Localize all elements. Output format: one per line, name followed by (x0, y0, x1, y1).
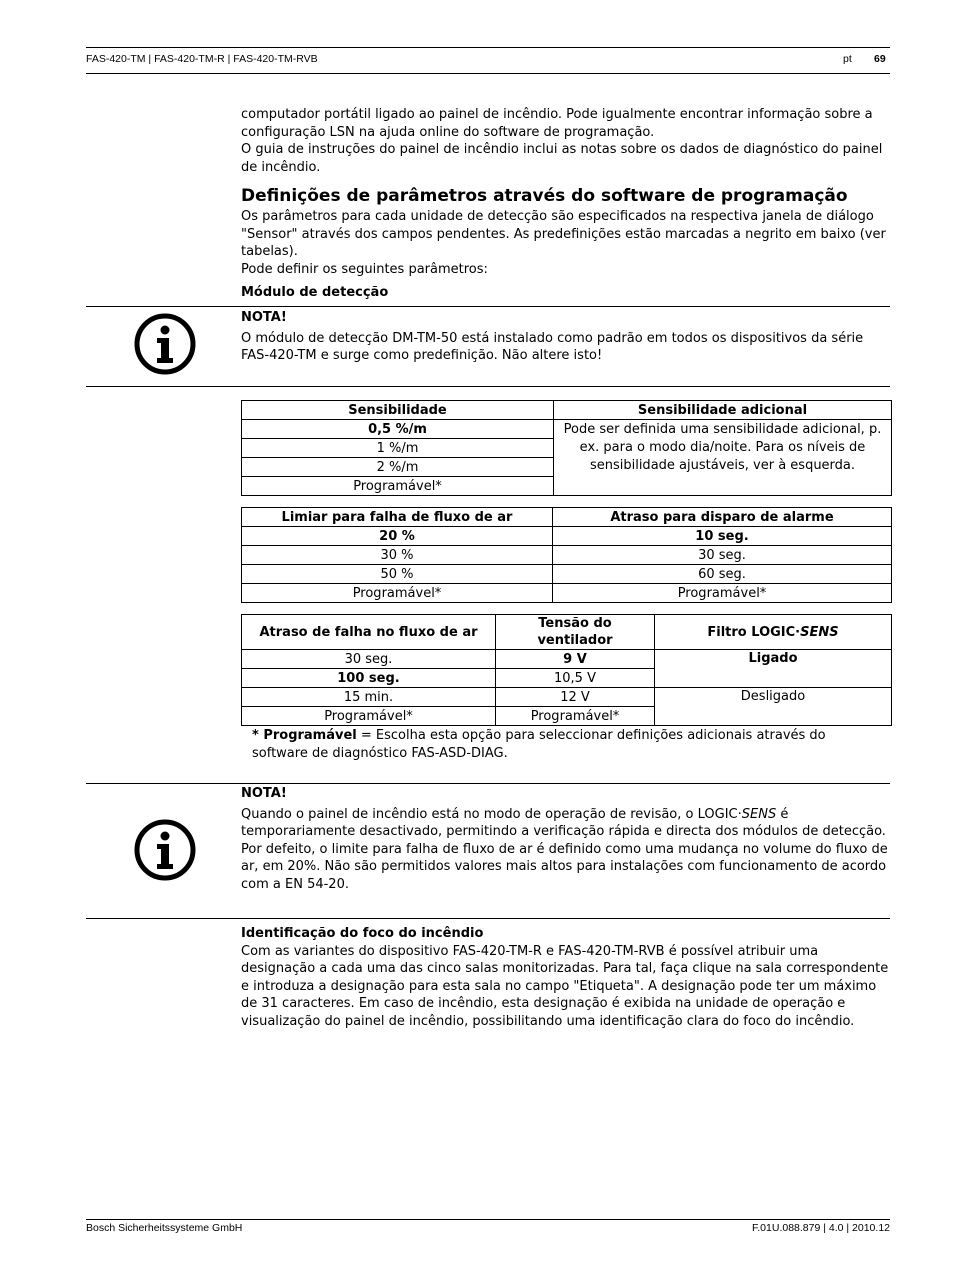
note1-title: NOTA! (241, 310, 287, 325)
info-icon (133, 818, 197, 882)
footnote-bold: * Programável (252, 728, 357, 743)
airflow-threshold-table (241, 507, 892, 603)
footnote-text: = Escolha esta opção para seleccionar definições adicionais através do software de diagnóstico FAS-ASD-DIAG. (252, 728, 826, 761)
intro-block (241, 106, 891, 176)
note1-rule-top (86, 306, 890, 307)
note2-text-a: Quando o painel de incêndio está no modo de operação de revisão, o LOGIC· (241, 806, 742, 822)
table-cell: 20 % (242, 527, 553, 546)
note2-text-1 (241, 806, 891, 841)
table-cell: Programável* (242, 707, 496, 726)
table2-header-delay: Atraso para disparo de alarme (553, 508, 892, 527)
table3-filter-off: Desligado (655, 688, 892, 726)
footer-rule (86, 1219, 890, 1220)
module-label: Módulo de detecção (241, 285, 389, 300)
table-cell: 30 % (242, 546, 553, 565)
note1-rule-bottom (86, 386, 890, 387)
intro-paragraph-1: computador portátil ligado ao painel de incêndio. Pode igualmente encontrar informação sobre a configuração LSN na ajuda online do software de programação. (241, 107, 873, 140)
table1-header-sensitivity: Sensibilidade (242, 401, 554, 420)
table2-header-threshold: Limiar para falha de fluxo de ar (242, 508, 553, 527)
note2-block (241, 785, 891, 894)
table-cell: Programável* (553, 584, 892, 603)
note2-text-b: é temporariamente desactivado, permitindo a verificação rápida e directa dos módulos de detecção. (241, 806, 886, 840)
header-models: FAS-420-TM | FAS-420-TM-R | FAS-420-TM-RVB (86, 53, 318, 65)
table-cell: Programável* (496, 707, 655, 726)
fire-id-text: Com as variantes do dispositivo FAS-420-TM-R e FAS-420-TM-RVB é possível atribuir uma designação a cada uma das cinco salas monitorizadas. Para tal, faça clique na sala correspondente e introduza a designação para esta sala no campo "Etiqueta". A designação pode ter um máximo de 31 caracteres. Em caso de incêndio, esta designação é exibida na unidade de operação e visualização do painel de incêndio, possibilitando uma identificação clara do foco do incêndio. (241, 943, 889, 1029)
note2-text-italic: SENS (741, 806, 777, 822)
table3-header-delay: Atraso de falha no fluxo de ar (242, 615, 496, 650)
fire-id-block (241, 925, 891, 1031)
note2-rule-bottom (86, 918, 890, 919)
intro-paragraph-2: O guia de instruções do painel de incêndio inclui as notas sobre os dados de diagnóstico do painel de incêndio. (241, 142, 883, 175)
table-cell: Programável* (242, 477, 554, 496)
footer-doc-number: F.01U.088.879 | 4.0 | 2010.12 (752, 1222, 890, 1234)
note2-text-2: Por defeito, o limite para falha de fluxo de ar é definido como uma mudança no volume do fluxo de ar, em 20%. Não são permitidos valores mais altos para instalações com funcionamento de acordo com a EN 54-20. (241, 841, 888, 892)
table-cell: 2 %/m (242, 458, 554, 477)
table-cell: 10 seg. (553, 527, 892, 546)
table3-header-voltage: Tensão do ventilador (496, 615, 655, 650)
table-cell: 1 %/m (242, 439, 554, 458)
table-cell: Programável* (242, 584, 553, 603)
section-title: Definições de parâmetros através do software de programação (241, 186, 848, 206)
section-body (241, 208, 891, 278)
table-cell: 30 seg. (242, 650, 496, 669)
table-cell: 12 V (496, 688, 655, 707)
footnote (252, 727, 882, 762)
note2-rule-top (86, 783, 890, 784)
table1-additional-text: Pode ser definida uma sensibilidade adicional, p. ex. para o modo dia/noite. Para os níveis de sensibilidade ajustáveis, ver à esquerda. (554, 420, 892, 496)
filter-header-prefix: Filtro LOGIC· (707, 624, 801, 640)
info-icon (133, 312, 197, 376)
page-number: 69 (874, 53, 886, 65)
filter-header-italic: SENS (800, 624, 839, 640)
table-cell: 30 seg. (553, 546, 892, 565)
airflow-delay-table (241, 614, 892, 726)
note1-text: O módulo de detecção DM-TM-50 está instalado como padrão em todos os dispositivos da série FAS-420-TM e surge como predefinição. Não altere isto! (241, 330, 864, 364)
table-cell: 9 V (496, 650, 655, 669)
table1-header-additional: Sensibilidade adicional (554, 401, 892, 420)
footer-company: Bosch Sicherheitssysteme GmbH (86, 1222, 243, 1234)
fire-id-title: Identificação do foco do incêndio (241, 926, 484, 941)
section-paragraph-1: Os parâmetros para cada unidade de detecção são especificados na respectiva janela de diálogo "Sensor" através dos campos pendentes. As predefinições estão marcadas a negrito em baixo (ver tabelas). (241, 209, 886, 260)
table-cell: 10,5 V (496, 669, 655, 688)
sensitivity-table (241, 400, 892, 496)
section-block (241, 185, 891, 207)
note1-block (241, 309, 891, 365)
header-lang: pt (843, 53, 852, 65)
table-cell: 15 min. (242, 688, 496, 707)
section-paragraph-2: Pode definir os seguintes parâmetros: (241, 261, 488, 277)
note2-title: NOTA! (241, 786, 287, 801)
table-cell: 60 seg. (553, 565, 892, 584)
table3-header-filter (655, 615, 892, 650)
table-cell: 50 % (242, 565, 553, 584)
header-rule-bottom (86, 73, 890, 74)
table-cell: 0,5 %/m (242, 420, 554, 439)
table-cell: 100 seg. (242, 669, 496, 688)
table3-filter-on: Ligado (655, 650, 892, 688)
header-rule-top (86, 47, 890, 48)
